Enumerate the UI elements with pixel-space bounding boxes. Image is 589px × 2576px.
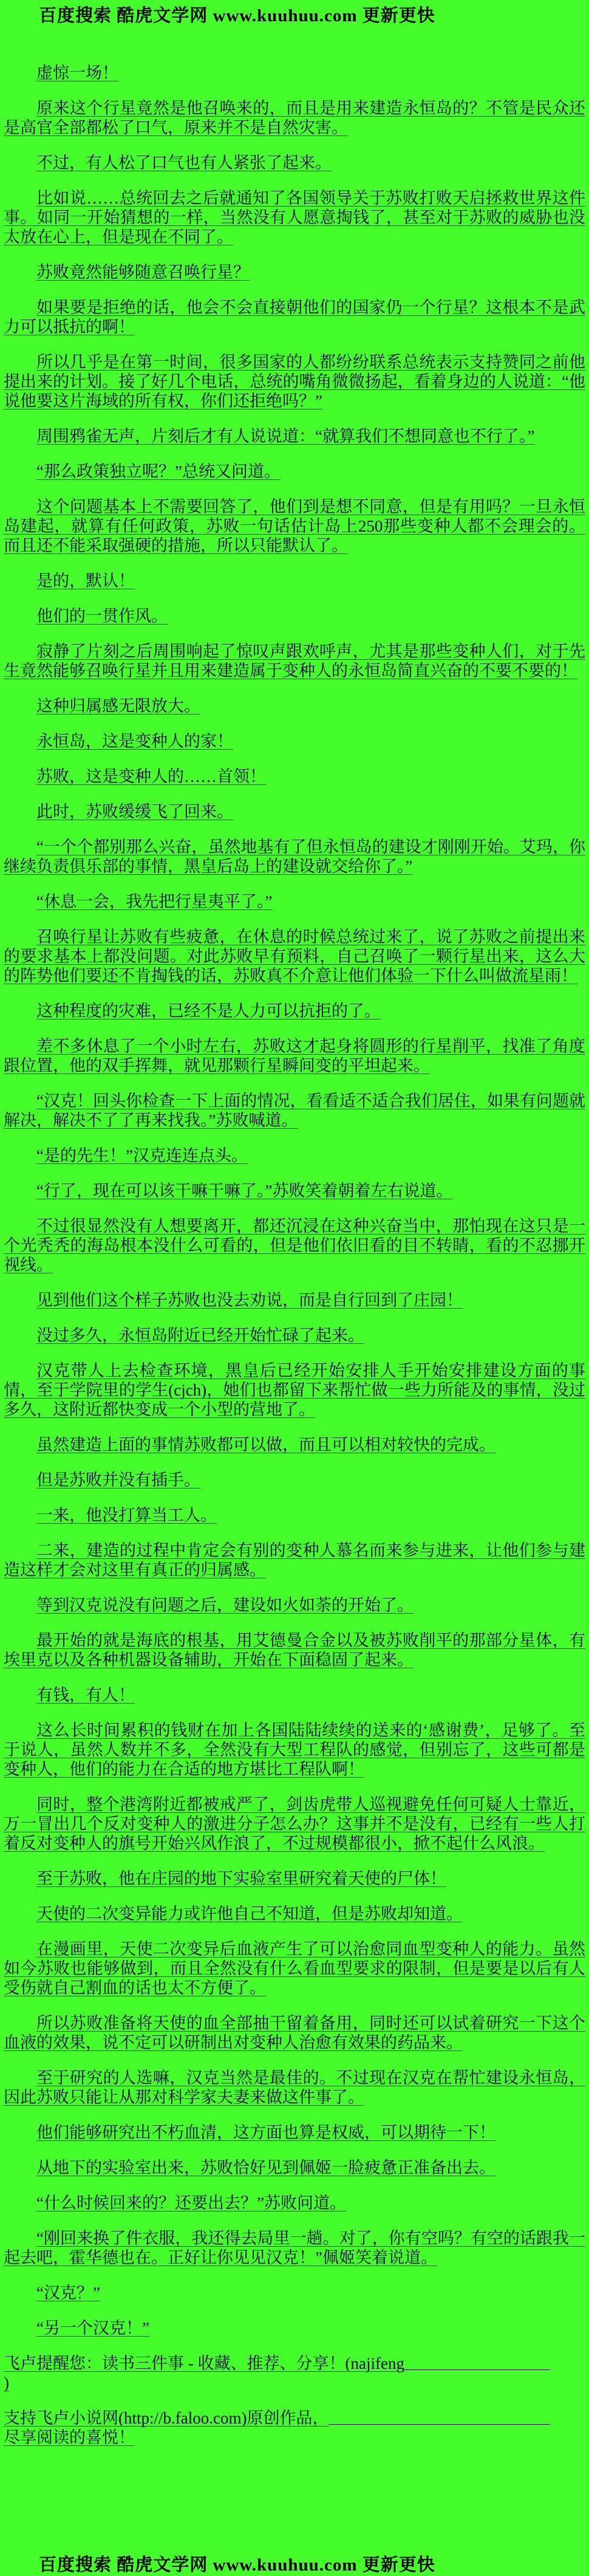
novel-paragraph: 有钱，有人！ [36, 1686, 135, 1704]
novel-paragraph: 苏败，这是变种人的……首领！ [36, 767, 266, 786]
novel-paragraph: 如果要是拒绝的话，他会不会直接朝他们的国家仍一个行星？这根本不是武力可以抵抗的啊！ [4, 298, 585, 336]
novel-paragraph: 比如说……总统回去之后就通知了各国领导关于苏败打败天启拯救世界这件事。如同一开始猜想的一样，当然没有人愿意掏钱了，甚至对于苏败的威胁也没太放在心上，但是现在不同了。 [4, 189, 585, 246]
novel-paragraph: 二来，建造的过程中肯定会有别的变种人慕名而来参与进来，让他们参与建造这样才会对这里有真正的归属感。 [4, 1541, 585, 1579]
novel-paragraph: 永恒岛，这是变种人的家！ [36, 732, 233, 750]
novel-body [0, 27, 589, 2447]
novel-paragraph: 这个问题基本上不需要回答了，他们到是想不同意，但是有用吗？一旦永恒岛建起，就算有任何政策，苏败一句话估计岛上250那些变种人都不会理会的。而且还不能采取强硬的措施，所以只能默认了。 [4, 498, 585, 555]
novel-paragraph: “行了，现在可以该干嘛干嘛了。”苏败笑着朝着左右说道。 [36, 1182, 453, 1200]
novel-paragraph: 原来这个行星竟然是他召唤来的，而且是用来建造永恒岛的？不管是民众还是高官全部都松了口气，原来并不是自然灾害。 [4, 99, 585, 137]
novel-paragraph: 召唤行星让苏败有些疲惫，在休息的时候总统过来了，说了苏败之前提出来的要求基本上都没问题。对此苏败早有预料，自己召唤了一颗行星出来，这么大的阵势他们要还不肯掏钱的话，苏败真不介意让他们体验一下什么叫做流星雨！ [4, 928, 585, 985]
novel-paragraph: “什么时候回来的？还要出去？”苏败问道。 [36, 2194, 346, 2212]
promo-paragraph [4, 2408, 585, 2447]
novel-paragraph: 所以苏败准备将天使的血全部抽干留着备用，同时还可以试着研究一下这个血液的效果，说不定可以研制出对变种人治愈有效果的药品来。 [4, 2014, 585, 2052]
novel-paragraph: 所以几乎是在第一时间，很多国家的人都纷纷联系总统表示支持赞同之前他提出来的计划。接了好几个电话，总统的嘴角微微扬起，看着身边的人说道：“他说他要这片海域的所有权，你们还拒绝吗？” [4, 353, 585, 410]
novel-paragraph: 这种程度的灾难，已经不是人力可以抗拒的了。 [36, 1002, 381, 1020]
novel-paragraph: 是的，默认！ [36, 572, 135, 590]
novel-paragraph: 不过很显然没有人想要离开，都还沉浸在这种兴奋当中，那怕现在这只是一个光秃秃的海岛根本没什么可看的，但是他们依旧看的目不转睛，看的不忍挪开视线。 [4, 1217, 585, 1274]
novel-paragraph: 虚惊一场！ [36, 64, 118, 82]
header-banner: 百度搜索 酷虎文学网 www.kuuhuu.com 更新更快 [39, 6, 435, 26]
novel-paragraph: 虽然建造上面的事情苏败都可以做，而且可以相对较快的完成。 [36, 1436, 495, 1454]
novel-paragraph: 苏败竟然能够随意召唤行星？ [36, 263, 250, 281]
novel-paragraph: 这种归属感无限放大。 [36, 697, 200, 715]
novel-paragraph: 此时，苏败缓缓飞了回来。 [36, 803, 233, 821]
novel-paragraph: “刚回来换了件衣服，我还得去局里一趟。对了，你有空吗？有空的话跟我一起去吧，霍华德也在。正好让你见见汉克！”佩姬笑着说道。 [4, 2229, 585, 2267]
novel-paragraph: 见到他们这个样子苏败也没去劝说，而是自行回到了庄园！ [36, 1291, 463, 1309]
novel-paragraph: 不过，有人松了口气也有人紧张了起来。 [36, 154, 332, 172]
novel-paragraph: 等到汉克说没有问题之后，建设如火如荼的开始了。 [36, 1596, 414, 1614]
novel-paragraph: 没过多久，永恒岛附近已经开始忙碌了起来。 [36, 1326, 364, 1345]
promo-paragraph [4, 2354, 585, 2393]
novel-paragraph: 但是苏败并没有插手。 [36, 1471, 200, 1489]
novel-paragraph: 同时，整个港湾附近都被戒严了，剑齿虎带人巡视避免任何可疑人士靠近，万一冒出几个反对变种人的激进分子怎么办？这事并不是没有，已经有一些人打着反对变种人的旗号开始兴风作浪了，不过规模都很小，掀不起什么风浪。 [4, 1795, 585, 1852]
novel-paragraph: “另一个汉克！” [36, 2319, 149, 2337]
novel-paragraph: 至于苏败，他在庄园的地下实验室里研究着天使的尸体！ [36, 1869, 446, 1888]
novel-paragraph: 他们能够研究出不朽血清，这方面也算是权威，可以期待一下！ [36, 2123, 495, 2142]
novel-paragraph: “汉克！回头你检查一下上面的情况，看看适不适合我们居住，如果有问题就解决，解决不了了再来找我。”苏败喊道。 [4, 1092, 585, 1129]
novel-paragraph: “一个个都别那么兴奋，虽然地基有了但永恒岛的建设才刚刚开始。艾玛，你继续负责俱乐部的事情，黑皇后岛上的建设就交给你了。” [4, 838, 585, 875]
novel-paragraph: 从地下的实验室出来，苏败恰好见到佩姬一脸疲惫正准备出去。 [36, 2159, 495, 2177]
novel-paragraph: “汉克？” [36, 2284, 100, 2302]
novel-paragraph: 他们的一贯作风。 [36, 607, 168, 625]
novel-paragraph: 这么长时间累积的钱财在加上各国陆陆续续的送来的‘感谢费’，足够了。至于说人，虽然人数并不多，全然没有大型工程队的感觉，但别忘了，这些可都是变种人，他们的能力在合适的地方堪比工程队啊！ [4, 1721, 585, 1778]
novel-paragraph: 最开始的就是海底的根基，用艾德曼合金以及被苏败削平的那部分星体，有埃里克以及各种机器设备辅助，开始在下面稳固了起来。 [4, 1631, 585, 1669]
novel-paragraph: 寂静了片刻之后周围响起了惊叹声跟欢呼声，尤其是那些变种人们，对于先生竟然能够召唤行星并且用来建造属于变种人的永恒岛简直兴奋的不要不要的！ [4, 642, 585, 680]
novel-paragraph: 汉克带人上去检查环境，黑皇后已经开始安排人手开始安排建设方面的事情，至于学院里的学生(cjch)，她们也都留下来帮忙做一些力所能及的事情，没过多久，这附近都快变成一个小型的营地了。 [4, 1362, 585, 1419]
promo-text-tail: ) [4, 2374, 9, 2392]
novel-paragraph: 一来，他没打算当工人。 [36, 1506, 217, 1524]
novel-paragraph: “是的先生！”汉克连连点头。 [36, 1146, 248, 1165]
novel-paragraph: 周围鸦雀无声，片刻后才有人说说道：“就算我们不想同意也不行了。” [36, 427, 535, 445]
novel-paragraph: 至于研究的人选嘛，汉克当然是最佳的。不过现在汉克在帮忙建设永恒岛，因此苏败只能让从那对科学家夫妻来做这件事了。 [4, 2069, 585, 2106]
novel-paragraph: 天使的二次变异能力或许他自己不知道，但是苏败却知道。 [36, 1905, 463, 1923]
novel-paragraph: 在漫画里，天使二次变异后血液产生了可以治愈同血型变种人的能力。虽然如今苏败也能够做到，而且全然没有什么看血型要求的限制，但是要是以后有人受伤就自己割血的话也太不方便了。 [4, 1940, 585, 1997]
promo-text-tail: 尽享阅读的喜悦！ [4, 2428, 135, 2447]
underline-filler [404, 2369, 550, 2370]
promo-text: 支持飞卢小说网(http://b.faloo.com)原创作品， [4, 2409, 329, 2427]
underline-filler [329, 2424, 550, 2425]
promo-text: 飞卢提醒您：读书三件事 - 收藏、推荐、分享！(najifeng [4, 2354, 404, 2372]
novel-paragraph: “那么政策独立呢？”总统又问道。 [36, 462, 281, 481]
novel-paragraph: “休息一会，我先把行星夷平了。” [36, 892, 273, 911]
footer-banner: 百度搜索 酷虎文学网 www.kuuhuu.com 更新更快 [39, 2555, 435, 2575]
novel-paragraph: 差不多休息了一个小时左右，苏败这才起身将圆形的行星削平，找准了角度跟位置，他的双手挥舞，就见那颗行星瞬间变的平坦起来。 [4, 1037, 585, 1075]
